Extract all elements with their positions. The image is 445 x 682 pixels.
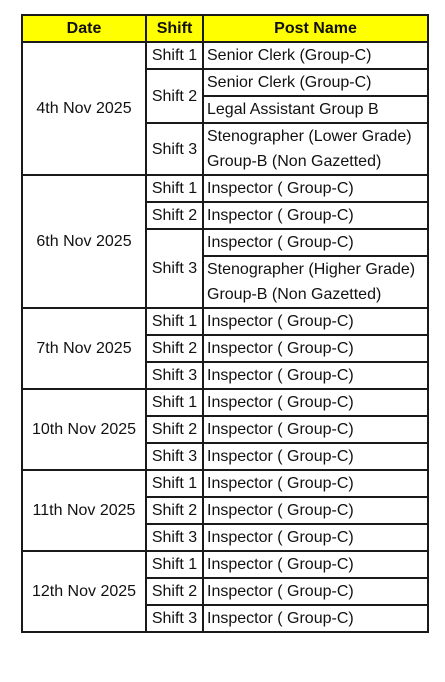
post-name-cell: Inspector ( Group-C) <box>203 470 428 497</box>
post-name-cell: Inspector ( Group-C) <box>203 497 428 524</box>
date-cell: 12th Nov 2025 <box>22 551 146 632</box>
post-name-column-header: Post Name <box>203 15 428 42</box>
shift-cell: Shift 1 <box>146 470 203 497</box>
header-row <box>22 15 428 42</box>
shift-cell: Shift 2 <box>146 416 203 443</box>
table-row <box>22 308 428 335</box>
shift-cell: Shift 3 <box>146 524 203 551</box>
table-body <box>22 42 428 632</box>
shift-cell: Shift 2 <box>146 202 203 229</box>
post-name-cell: Inspector ( Group-C) <box>203 389 428 416</box>
shift-cell: Shift 3 <box>146 605 203 632</box>
shift-cell: Shift 1 <box>146 389 203 416</box>
table-row <box>22 42 428 69</box>
shift-cell: Shift 3 <box>146 123 203 175</box>
schedule-table-wrapper <box>21 14 427 633</box>
shift-cell: Shift 1 <box>146 551 203 578</box>
post-name-cell: Stenographer (Lower Grade) Group-B (Non Gazetted) <box>203 123 428 175</box>
shift-cell: Shift 2 <box>146 335 203 362</box>
shift-cell: Shift 2 <box>146 497 203 524</box>
shift-column-header: Shift <box>146 15 203 42</box>
shift-cell: Shift 1 <box>146 42 203 69</box>
post-name-cell: Inspector ( Group-C) <box>203 362 428 389</box>
date-cell: 11th Nov 2025 <box>22 470 146 551</box>
date-column-header: Date <box>22 15 146 42</box>
post-name-cell: Inspector ( Group-C) <box>203 175 428 202</box>
post-name-cell: Inspector ( Group-C) <box>203 202 428 229</box>
post-name-cell: Senior Clerk (Group-C) <box>203 42 428 69</box>
table-header <box>22 15 428 42</box>
shift-cell: Shift 3 <box>146 229 203 308</box>
post-name-cell: Inspector ( Group-C) <box>203 335 428 362</box>
post-name-cell: Inspector ( Group-C) <box>203 416 428 443</box>
post-name-cell: Inspector ( Group-C) <box>203 229 428 256</box>
shift-cell: Shift 1 <box>146 175 203 202</box>
post-name-cell: Inspector ( Group-C) <box>203 605 428 632</box>
shift-cell: Shift 3 <box>146 362 203 389</box>
date-cell: 6th Nov 2025 <box>22 175 146 308</box>
date-cell: 4th Nov 2025 <box>22 42 146 175</box>
post-name-cell: Senior Clerk (Group-C) <box>203 69 428 96</box>
post-name-cell: Inspector ( Group-C) <box>203 308 428 335</box>
shift-cell: Shift 2 <box>146 578 203 605</box>
table-row <box>22 389 428 416</box>
post-name-cell: Inspector ( Group-C) <box>203 578 428 605</box>
post-name-cell: Inspector ( Group-C) <box>203 524 428 551</box>
table-row <box>22 175 428 202</box>
date-cell: 10th Nov 2025 <box>22 389 146 470</box>
post-name-cell: Legal Assistant Group B <box>203 96 428 123</box>
post-name-cell: Inspector ( Group-C) <box>203 551 428 578</box>
shift-cell: Shift 2 <box>146 69 203 123</box>
exam-schedule-table <box>21 14 429 633</box>
post-name-cell: Inspector ( Group-C) <box>203 443 428 470</box>
shift-cell: Shift 1 <box>146 308 203 335</box>
table-row <box>22 470 428 497</box>
post-name-cell: Stenographer (Higher Grade) Group-B (Non Gazetted) <box>203 256 428 308</box>
table-row <box>22 551 428 578</box>
date-cell: 7th Nov 2025 <box>22 308 146 389</box>
shift-cell: Shift 3 <box>146 443 203 470</box>
